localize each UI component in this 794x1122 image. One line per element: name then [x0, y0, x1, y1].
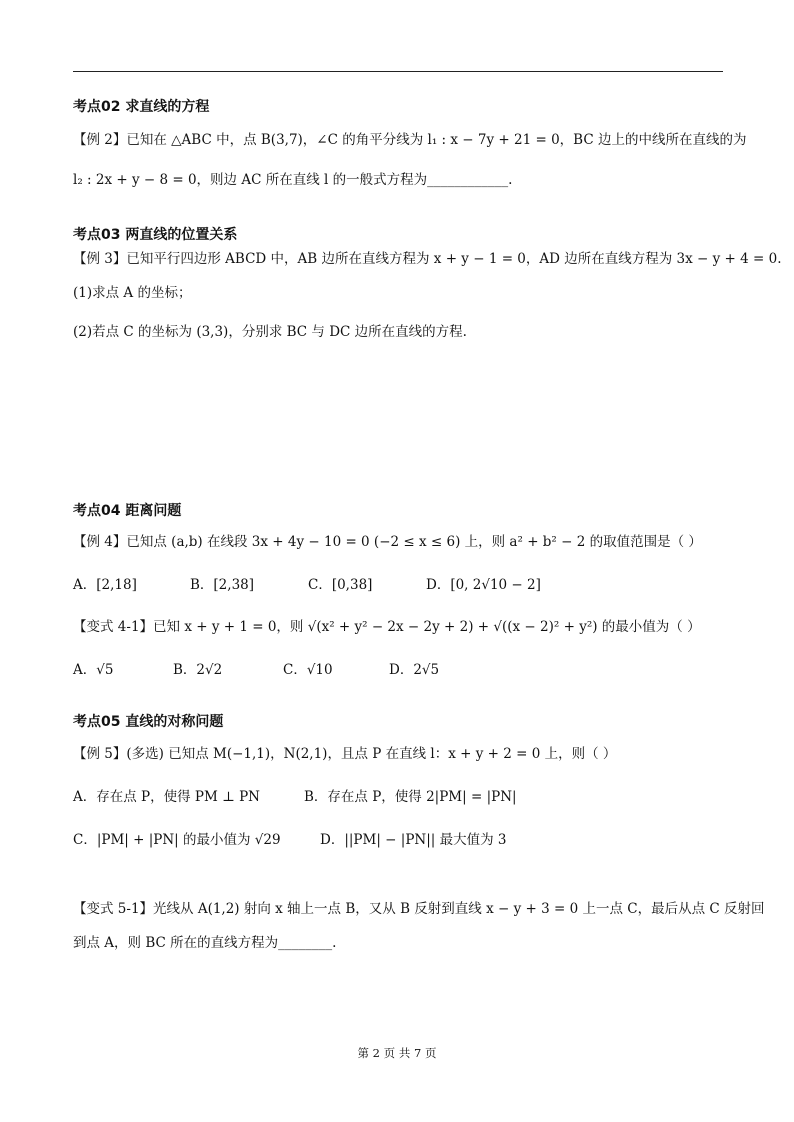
example-4-option-d: D．[0, 2√10 − 2] [426, 577, 541, 593]
example-5-option-d: D．||PM| − |PN|| 最大值为 3 [320, 832, 507, 848]
example-4-option-a: A．[2,18] [73, 577, 137, 593]
example-2-line-1: 【例 2】已知在 △ABC 中，点 B(3,7)，∠C 的角平分线为 l₁ : x − 7y + 21 = 0，BC 边上的中线所在直线的为 [73, 132, 747, 148]
example-5-option-c: C．|PM| + |PN| 的最小值为 √29 [73, 832, 281, 848]
section-heading-02: 考点02 求直线的方程 [73, 99, 210, 115]
variant-5-1-line-1: 【变式 5-1】光线从 A(1,2) 射向 x 轴上一点 B，又从 B 反射到直线 x − y + 3 = 0 上一点 C，最后从点 C 反射回 [73, 901, 765, 917]
example-3-question-1: (1)求点 A 的坐标； [73, 285, 192, 301]
example-4-option-c: C．[0,38] [308, 577, 373, 593]
variant-4-1-option-d: D．2√5 [389, 662, 440, 678]
example-2-line-2: l₂ : 2x + y − 8 = 0，则边 AC 所在直线 l 的一般式方程为____________. [73, 172, 513, 188]
variant-4-1-option-a: A．√5 [73, 662, 114, 678]
example-3-question-2: (2)若点 C 的坐标为 (3,3)，分别求 BC 与 DC 边所在直线的方程. [73, 324, 467, 340]
variant-4-1-line-1: 【变式 4-1】已知 x + y + 1 = 0，则 √(x² + y² − 2x − 2y + 2) + √((x − 2)² + y²) 的最小值为（ ） [73, 619, 701, 635]
variant-4-1-option-b: B．2√2 [173, 662, 223, 678]
example-5-option-b: B．存在点 P，使得 2|PM| = |PN| [304, 789, 517, 805]
variant-5-1-line-2: 到点 A，则 BC 所在的直线方程为________. [73, 935, 337, 951]
section-heading-04: 考点04 距离问题 [73, 503, 182, 519]
header-rule [73, 71, 723, 72]
variant-4-1-option-c: C．√10 [283, 662, 333, 678]
example-3-line-1: 【例 3】已知平行四边形 ABCD 中，AB 边所在直线方程为 x + y − 1 = 0，AD 边所在直线方程为 3x − y + 4 = 0. [73, 251, 782, 267]
example-4-option-b: B．[2,38] [190, 577, 255, 593]
page-footer: 第 2 页 共 7 页 [357, 1046, 437, 1060]
example-5-line-1: 【例 5】(多选) 已知点 M(−1,1)，N(2,1)，且点 P 在直线 l：x + y + 2 = 0 上，则（ ） [73, 746, 617, 762]
example-5-option-a: A．存在点 P，使得 PM ⊥ PN [73, 789, 260, 805]
section-heading-05: 考点05 直线的对称问题 [73, 714, 224, 730]
section-heading-03: 考点03 两直线的位置关系 [73, 227, 238, 243]
example-4-line-1: 【例 4】已知点 (a,b) 在线段 3x + 4y − 10 = 0 (−2 ≤ x ≤ 6) 上，则 a² + b² − 2 的取值范围是（ ） [73, 534, 702, 550]
